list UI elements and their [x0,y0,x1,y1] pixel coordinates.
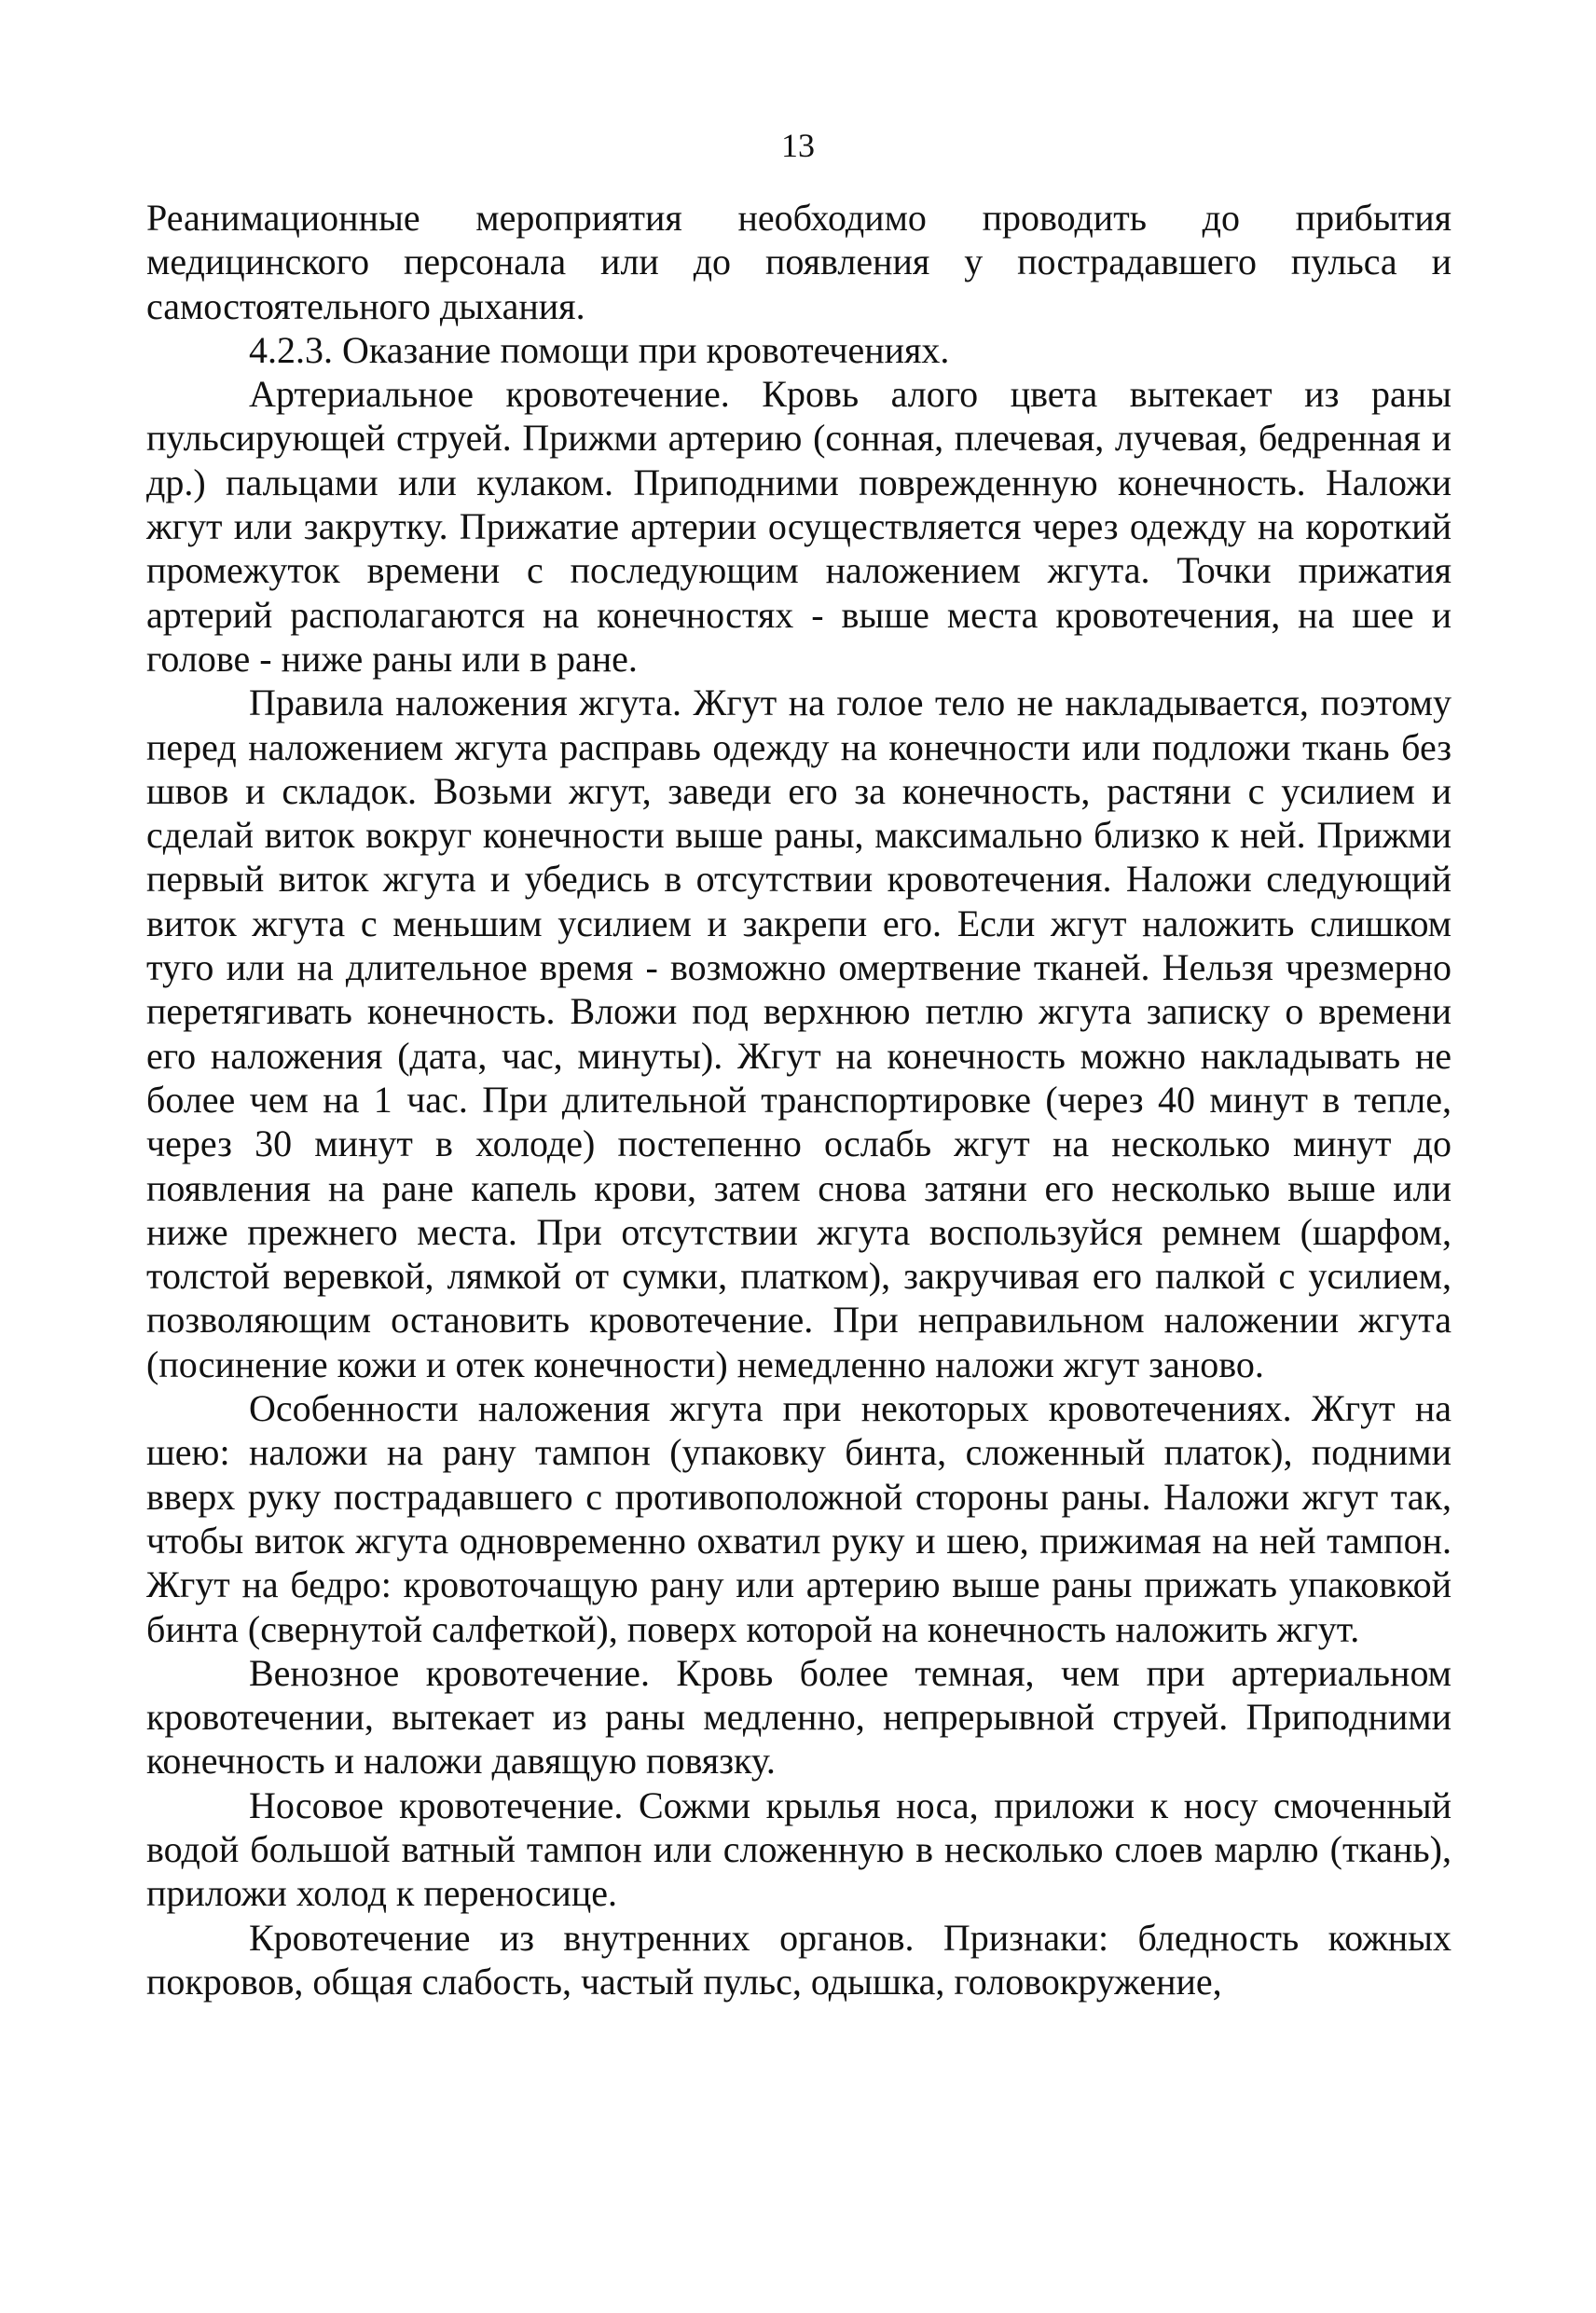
paragraph-venous-bleeding: Венозное кровотечение. Кровь более темная, чем при артериальном кровотечении, вытекает из раны медленно, непрерывной струей. Приподними конечность и наложи давящую повязку. [146,1651,1452,1783]
paragraph-arterial-bleeding: Артериальное кровотечение. Кровь алого цвета вытекает из раны пульсирующей струей. Прижми артерию (сонная, плечевая, лучевая, бедренная и др.) пальцами или кулаком. Приподними поврежденную конечность. Наложи жгут или закрутку. Прижатие артерии осуществляется через одежду на короткий промежуток времени с последующим наложением жгута. Точки прижатия артерий располагаются на конечностях - выше места кровотечения, на шее и голове - ниже раны или в ране. [146,373,1452,680]
paragraph-nosebleed: Носовое кровотечение. Сожми крылья носа, приложи к носу смоченный водой большой ватный тампон или сложенную в несколько слоев марлю (ткань), приложи холод к переносице. [146,1783,1452,1915]
paragraph-tourniquet-rules: Правила наложения жгута. Жгут на голое тело не накладывается, поэтому перед наложением жгута расправь одежду на конечности или подложи ткань без швов и складок. Возьми жгут, заведи его за конечность, растяни с усилием и сделай виток вокруг конечности выше раны, максимально близко к ней. Прижми первый виток жгута и убедись в отсутствии кровотечения. Наложи следующий виток жгута с меньшим усилием и закрепи его. Если жгут наложить слишком туго или на длительное время - возможно омертвение тканей. Нельзя чрезмерно перетягивать конечность. Вложи под верхнюю петлю жгута записку о времени его наложения (дата, час, минуты). Жгут на конечность можно накладывать не более чем на 1 час. При длительной транспортировке (через 40 минут в тепле, через 30 минут в холоде) постепенно ослабь жгут на несколько минут до появления на ране капель крови, затем снова затяни его несколько выше или ниже прежнего места. При отсутствии жгута воспользуйся ремнем (шарфом, толстой веревкой, лямкой от сумки, платком), закручивая его палкой с усилием, позволяющим остановить кровотечение. При неправильном наложении жгута (посинение кожи и отек конечности) немедленно наложи жгут заново. [146,682,1452,1385]
paragraph-internal-bleeding: Кровотечение из внутренних органов. Признаки: бледность кожных покровов, общая слабость, частый пульс, одышка, головокружение, [146,1916,1452,2003]
body-text [146,196,1452,2003]
section-heading-bleeding-aid: 4.2.3. Оказание помощи при кровотечениях. [249,328,950,371]
paragraph-resuscitation-duration: Реанимационные мероприятия необходимо проводить до прибытия медицинского персонала или до появления у пострадавшего пульса и самостоятельного дыхания. [146,197,1452,327]
paragraph-tourniquet-special-cases: Особенности наложения жгута при некоторых кровотечениях. Жгут на шею: наложи на рану тампон (упаковку бинта, сложенный платок), подними вверх руку пострадавшего с противоположной стороны раны. Наложи жгут так, чтобы виток жгута одновременно охватил руку и шею, прижимая на ней тампон. Жгут на бедро: кровоточащую рану или артерию выше раны прижать упаковкой бинта (свернутой салфеткой), поверх которой на конечность наложить жгут. [146,1387,1452,1650]
page-number: 13 [781,127,815,164]
